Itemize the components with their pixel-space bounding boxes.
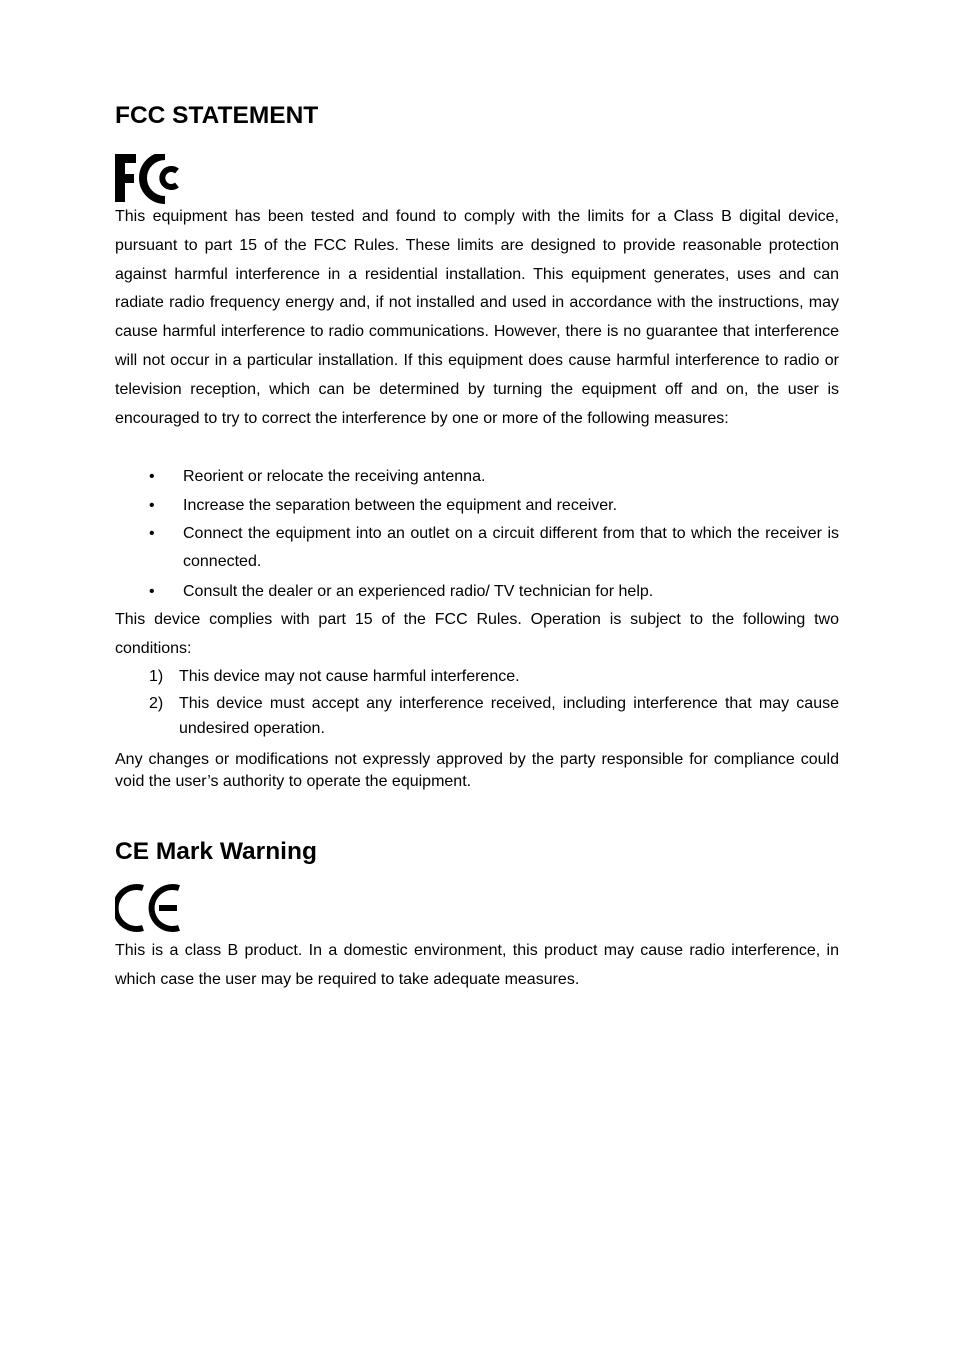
bullet-icon: • xyxy=(149,497,155,514)
list-number: 2) xyxy=(149,695,164,712)
compliance-paragraph: This device complies with part 15 of the FCC Rules. Operation is subject to the following two conditions: xyxy=(115,611,839,657)
bullet-icon: • xyxy=(149,525,155,542)
ce-paragraph: This is a class B product. In a domestic environment, this product may cause radio interference, in which case the user may be required to take adequate measures. xyxy=(115,942,839,988)
bullet-icon: • xyxy=(149,583,155,600)
bullet-icon: • xyxy=(149,468,155,485)
list-item: This device may not cause harmful interference. xyxy=(179,668,520,685)
list-item: Connect the equipment into an outlet on a circuit different from that to which the receiver is connected. xyxy=(183,525,839,570)
ce-mark-icon xyxy=(115,882,183,934)
list-item: This device must accept any interference received, including interference that may cause undesired operation. xyxy=(179,695,839,737)
ce-heading: CE Mark Warning xyxy=(115,838,317,865)
fcc-intro-paragraph: This equipment has been tested and found to comply with the limits for a Class B digital device, pursuant to part 15 of the FCC Rules. These limits are designed to provide reasonable protection against harmful interference in a residential installation. This equipment generates, uses and can radiate radio frequency energy and, if not installed and used in accordance with the instructions, may cause harmful interference to radio communications. However, there is no guarantee that interference will not occur in a particular installation. If this equipment does cause harmful interference to radio or television reception, which can be determined by turning the equipment off and on, the user is encouraged to try to correct the interference by one or more of the following measures: xyxy=(115,208,839,427)
fcc-logo-icon xyxy=(115,154,183,204)
list-item: Increase the separation between the equipment and receiver. xyxy=(183,497,618,514)
list-number: 1) xyxy=(149,668,164,685)
changes-paragraph: Any changes or modifications not expressly approved by the party responsible for compliance could void the user’s authority to operate the equipment. xyxy=(115,751,839,790)
list-item: Reorient or relocate the receiving antenna. xyxy=(183,468,486,485)
list-item: Consult the dealer or an experienced radio/ TV technician for help. xyxy=(183,583,654,600)
fcc-heading: FCC STATEMENT xyxy=(115,102,319,129)
